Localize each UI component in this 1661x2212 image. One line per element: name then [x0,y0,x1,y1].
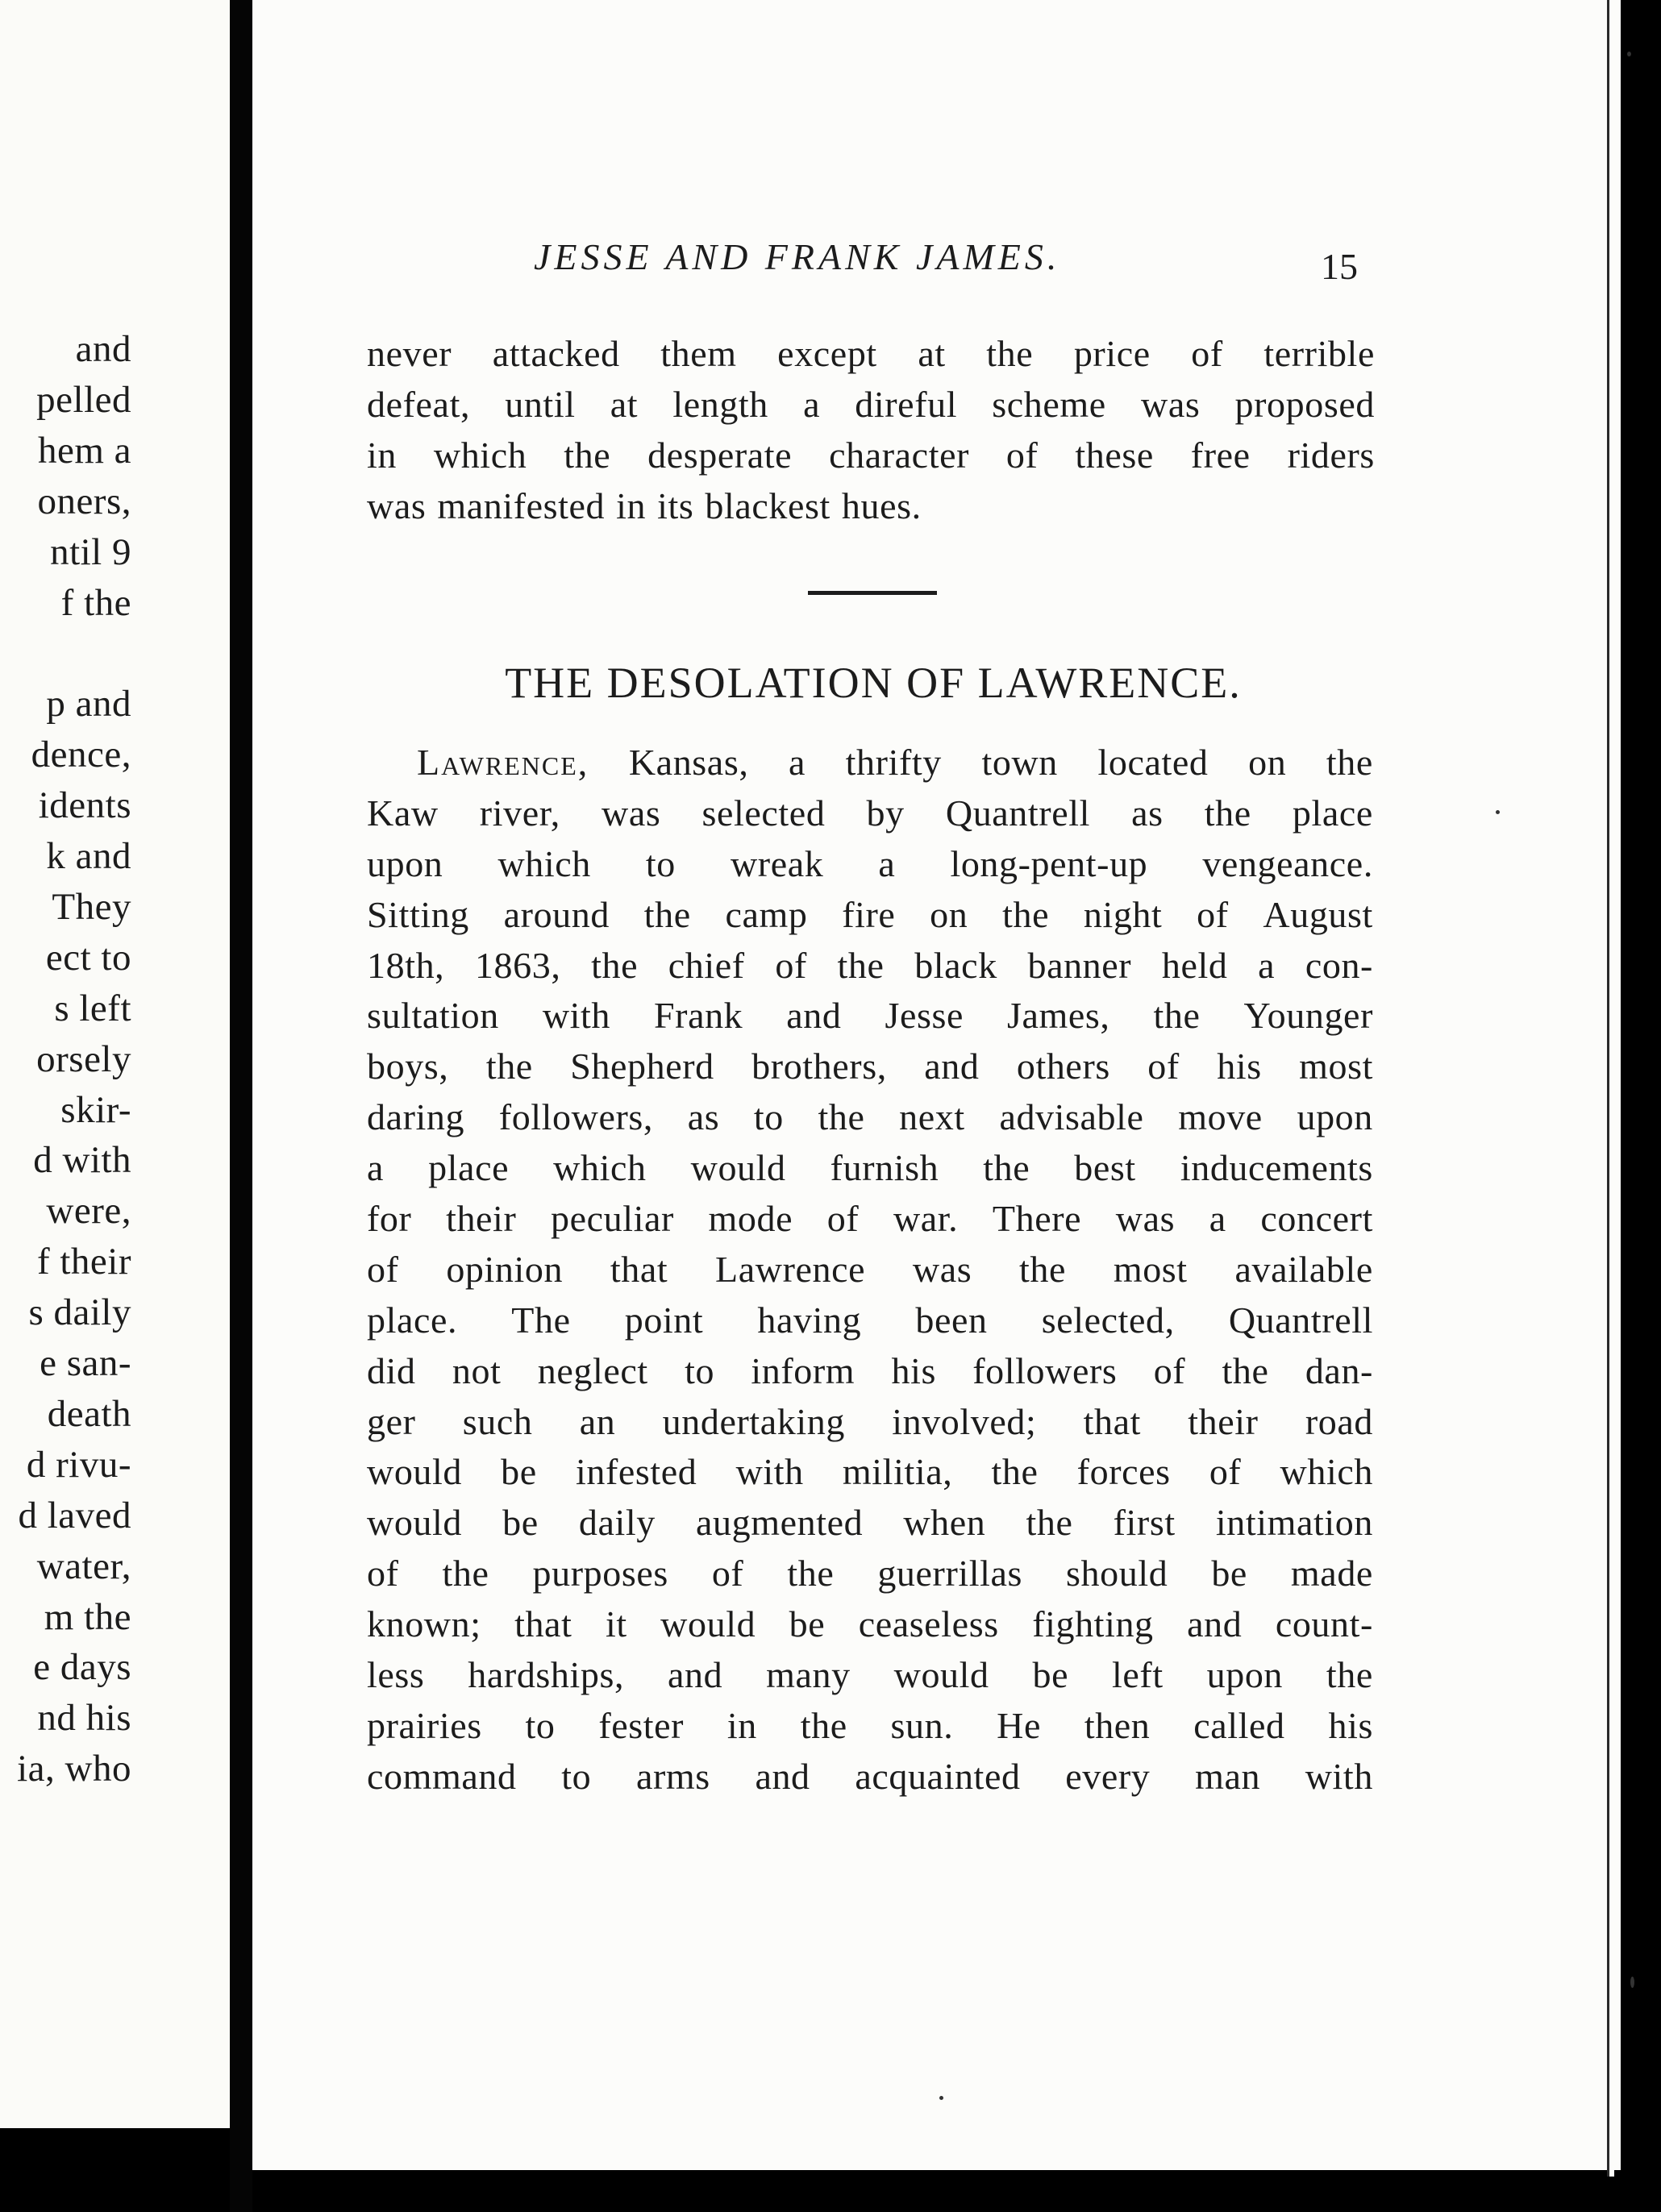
text-line: Lawrence, Kansas, a thrifty town located on the [367,738,1373,788]
lead-word: Lawrence, [417,742,589,783]
text-line: 18th, 1863, the chief of the black banner held a con- [367,944,1373,986]
previous-page-line: m the [44,1595,131,1638]
previous-page-line: skir- [60,1088,131,1131]
page-number: 15 [1321,246,1358,287]
text-line: less hardships, and many would be left upon the [367,1654,1373,1696]
text-line: place. The point having been selected, Quantrell [367,1299,1373,1341]
text-line: sultation with Frank and Jesse James, the Younger [367,995,1373,1037]
text-line: did not neglect to inform his followers of the dan- [367,1349,1373,1391]
text-line: command to arms and acquainted every man with [367,1755,1373,1797]
previous-page-line: d laved [18,1494,131,1536]
previous-page-line: ia, who [17,1748,131,1790]
previous-page-line: f the [60,581,131,624]
speck-mark [1627,52,1631,56]
previous-page-line: were, [46,1190,131,1233]
page-edge [1607,0,1614,2177]
text-line: was manifested in its blackest hues. [367,484,922,526]
previous-page-line: d with [33,1139,131,1182]
text-line: in which the desperate character of these free riders [367,434,1375,476]
body-paragraph [367,738,1373,1802]
speck-mark [939,2096,943,2100]
text-line: upon which to wreak a long-pent-up vengeance. [367,842,1373,884]
previous-page-line: d rivu- [26,1443,131,1486]
section-heading: THE DESOLATION OF LAWRENCE. [505,659,1242,707]
previous-page-line: s left [54,987,131,1029]
continued-paragraph [367,329,1375,532]
speck-mark [1630,1977,1634,1988]
text-line: Kaw river, was selected by Quantrell as the place [367,792,1373,834]
text-line: for their peculiar mode of war. There was a concert [367,1198,1373,1240]
text-line: of opinion that Lawrence was the most available [367,1248,1373,1290]
running-head: JESSE AND FRANK JAMES. [534,236,1061,277]
previous-page-line: death [47,1392,131,1435]
text-line: never attacked them except at the price of terrible [367,333,1375,374]
text-line: of the purposes of the guerrillas should be made [367,1553,1373,1595]
previous-page-line: nd his [37,1697,131,1740]
previous-page-line: k and [46,835,131,877]
previous-page-line: and [75,328,131,370]
previous-page-line: f their [36,1241,131,1283]
previous-page-line: dence, [31,734,131,776]
text-line: prairies to fester in the sun. He then called his [367,1704,1373,1746]
text-line: boys, the Shepherd brothers, and others of his most [367,1046,1373,1087]
text-line: ger such an undertaking involved; that their road [367,1400,1373,1442]
text-line: defeat, until at length a direful scheme was proposed [367,383,1375,425]
text-line: Sitting around the camp fire on the night of August [367,893,1373,935]
previous-page-line: ect to [45,936,131,979]
previous-page-line: idents [38,784,131,827]
previous-page-line: p and [46,683,131,726]
text-line: daring followers, as to the next advisable move upon [367,1096,1373,1138]
previous-page-line: oners, [37,480,131,522]
previous-page-line: water, [36,1545,131,1587]
section-divider-rule [808,591,937,595]
text-line: would be daily augmented when the first intimation [367,1502,1373,1544]
text-line: a place which would furnish the best inducements [367,1147,1373,1189]
book-gutter [230,0,252,2212]
speck-mark [1496,810,1500,814]
previous-page-line: pelled [36,378,131,421]
text-line: known; that it would be ceaseless fighting and count- [367,1603,1373,1645]
previous-page-line: s daily [28,1291,131,1334]
previous-page-line: e days [33,1646,131,1689]
previous-page-line: ntil 9 [50,530,131,573]
previous-page-line: hem a [37,429,131,472]
text-line: would be infested with militia, the forces of which [367,1451,1373,1493]
previous-page-line: e san- [40,1342,131,1384]
previous-page-line: They [52,885,131,928]
previous-page-line: orsely [36,1037,131,1080]
previous-page [0,0,230,2128]
